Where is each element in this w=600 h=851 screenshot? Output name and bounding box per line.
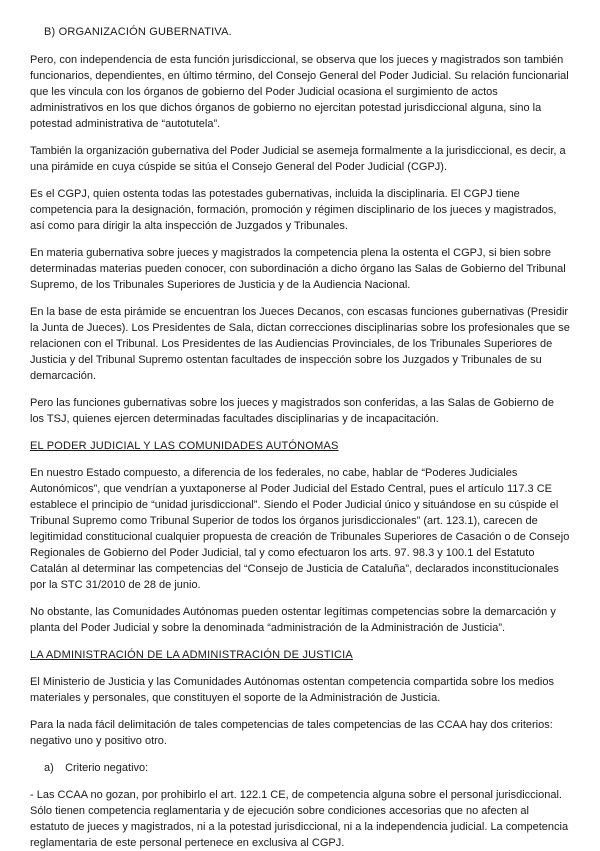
section-title-administracion-justicia: LA ADMINISTRACIÓN DE LA ADMINISTRACIÓN DE JUSTICIA xyxy=(30,649,353,661)
paragraph: También la organización gubernativa del Poder Judicial se asemeja formalmente a la jurisdiccional, es decir, a una pirámide en cuya cúspide se sitúa el Consejo General del Poder Judicial (CGPJ). xyxy=(30,145,566,173)
list-item-criterio-negativo xyxy=(44,760,570,776)
paragraph: Pero, con independencia de esta función jurisdiccional, se observa que los jueces y magistrados son también funcionarios, dependientes, en último término, del Consejo General del Poder Judicial. Su relación funcionarial que les vincula con los órganos de gobierno del Poder Judicial ocasiona el surgimiento de actos administrativos en los que dichos órganos de gobierno no ejercitan potestad jurisdiccional alguna, sino la potestad administrativa de “autotutela”. xyxy=(30,54,569,130)
paragraph: En nuestro Estado compuesto, a diferencia de los federales, no cabe, hablar de “Poderes Judiciales Autonómicos”, que vendrían a yuxtaponerse al Poder Judicial del Estado Central, pues el artículo 117.3 CE establece el principio de “unidad jurisdiccional”. Siendo el Poder Judicial único y situándose en su cúspide el Tribunal Supremo como Tribunal Superior de todos los órganos jurisdiccionales” (art. 123.1), carecen de legitimidad constitucional cualquier propuesta de creación de Tribunales Superiores de Casación o de Consejo Regionales de Gobierno del Poder Judicial, tal y como efectuaron los arts. 97. 98.3 y 100.1 del Estatuto Catalán al determinar las competencias del “Consejo de Justicia de Cataluña”, declarados inconstitucionales por la STC 31/2010 de 28 de junio. xyxy=(30,467,570,591)
paragraph: Es el CGPJ, quien ostenta todas las potestades gubernativas, incluida la disciplinaria. El CGPJ tiene competencia para la designación, formación, promoción y régimen disciplinario de los jueces y magistrados, así como para dirigir la alta inspección de Juzgados y Tribunales. xyxy=(30,188,557,232)
paragraph: Para la nada fácil delimitación de tales competencias de tales competencias de las CCAA hay dos criterios: negativo uno y positivo otro. xyxy=(30,719,553,747)
paragraph: El Ministerio de Justicia y las Comunidades Autónomas ostentan competencia compartida sobre los medios materiales y personales, que constituyen el soporte de la Administración de Justicia. xyxy=(30,676,554,704)
paragraph: En materia gubernativa sobre jueces y magistrados la competencia plena la ostenta el CGPJ, si bien sobre determinadas materias pueden conocer, con subordinación a dicho órgano las Salas de Gobierno del Tribunal Supremo, de los Tribunales Superiores de Justicia y de la Audiencia Nacional. xyxy=(30,247,566,291)
list-marker: a) xyxy=(44,762,54,774)
paragraph: - Las CCAA no gozan, por prohibirlo el art. 122.1 CE, de competencia alguna sobre el personal jurisdiccional. Sólo tienen competencia reglamentaria y de ejecución sobre condiciones accesorias que no afecten al estatuto de jueces y magistrados, ni a la potestad jurisdiccional, ni a la independencia judicial. La competencia reglamentaria de este personal pertenece en exclusiva al CGPJ. xyxy=(30,789,569,849)
paragraph: No obstante, las Comunidades Autónomas pueden ostentar legítimas competencias sobre la demarcación y planta del Poder Judicial y sobre la denominada “administración de la Administración de Justicia”. xyxy=(30,606,556,634)
section-title-poder-judicial-ccaa: EL PODER JUDICIAL Y LAS COMUNIDADES AUTÓNOMAS xyxy=(30,440,339,452)
section-heading-organizacion-gubernativa: B) ORGANIZACIÓN GUBERNATIVA. xyxy=(44,26,232,38)
paragraph: Pero las funciones gubernativas sobre los jueces y magistrados son conferidas, a las Salas de Gobierno de los TSJ, quienes ejercen determinadas facultades disciplinarias y de incapacitación. xyxy=(30,397,555,425)
paragraph: En la base de esta pirámide se encuentran los Jueces Decanos, con escasas funciones gubernativas (Presidir la Junta de Jueces). Los Presidentes de Sala, dictan correcciones disciplinarias sobre los profesionales que se relacionen con el Tribunal. Los Presidentes de las Audiencias Provinciales, de los Tribunales Superiores de Justicia y del Tribunal Supremo ostentan facultades de inspección sobre los Juzgados y Tribunales de su demarcación. xyxy=(30,306,570,382)
list-item-label: Criterio negativo: xyxy=(65,762,149,774)
